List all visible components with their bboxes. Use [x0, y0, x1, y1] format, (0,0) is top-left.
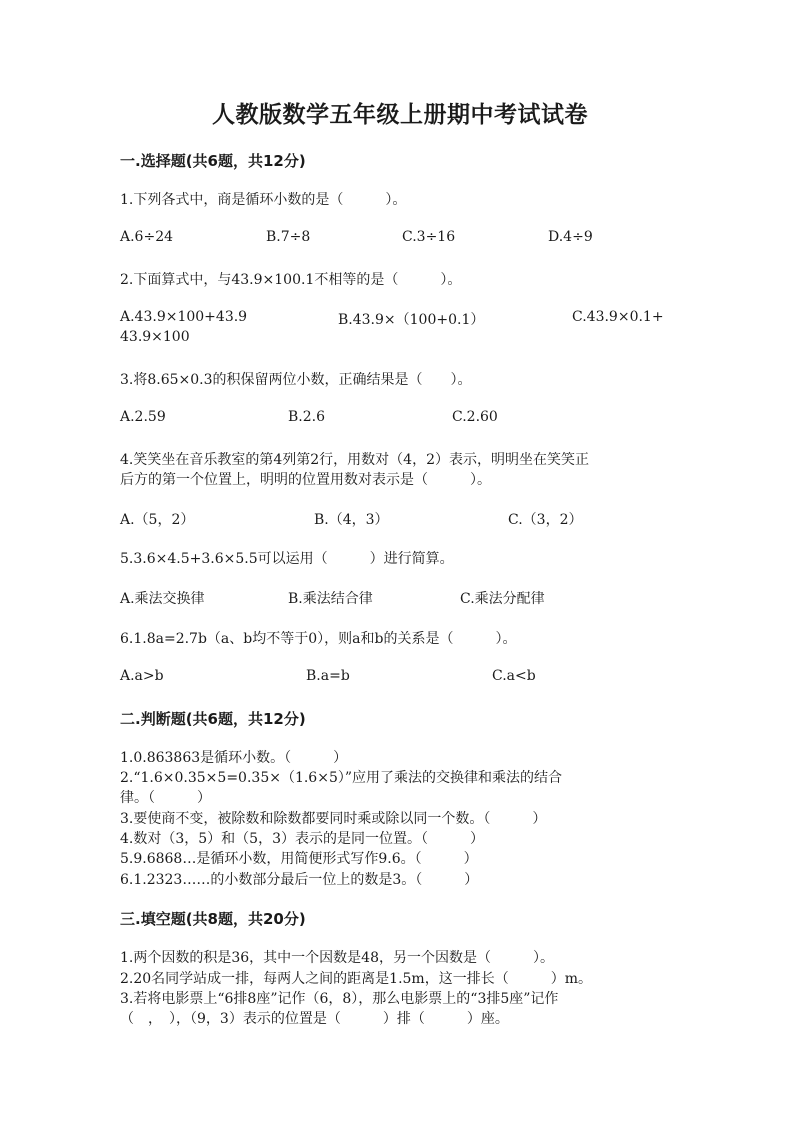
question-stem: 3.将8.65×0.3的积保留两位小数，正确结果是（ ）。 — [120, 372, 472, 388]
option-d: D.4÷9 — [548, 229, 593, 245]
option-c: C.2.60 — [452, 409, 498, 425]
fill-line: 3.若将电影票上“6排8座”记作（6，8），那么电影票上的“3排5座”记作 — [120, 991, 559, 1007]
option-b: B.2.6 — [288, 409, 326, 425]
judge-line: 2.“1.6×0.35×5=0.35×（1.6×5）”应用了乘法的交换律和乘法的结合 — [120, 770, 563, 786]
judge-line: 3.要使商不变，被除数和除数都要同时乘或除以同一个数。（ ） — [120, 811, 547, 827]
option-b: B.7÷8 — [266, 229, 311, 245]
judge-line: 6.1.2323……的小数部分最后一位上的数是3。（ ） — [120, 872, 479, 888]
page-title: 人教版数学五年级上册期中考试试卷 — [212, 102, 588, 128]
judge-line: 1.0.863863是循环小数。（ ） — [120, 750, 348, 766]
question-stem-line2: 后方的第一个位置上，明明的位置用数对表示是（ ）。 — [120, 472, 491, 488]
question-stem: 2.下面算式中，与43.9×100.1不相等的是（ ）。 — [120, 272, 462, 288]
option-a: A.2.59 — [120, 409, 166, 425]
option-c: C.3÷16 — [402, 229, 456, 245]
fill-line: 1.两个因数的积是36，其中一个因数是48，另一个因数是（ ）。 — [120, 950, 554, 966]
question-stem: 6.1.8a=2.7b（a、b均不等于0），则a和b的关系是（ ）。 — [120, 631, 517, 647]
option-a: A.43.9×100+43.9 — [120, 309, 248, 325]
judge-line: 4.数对（3，5）和（5，3）表示的是同一位置。（ ） — [120, 831, 484, 847]
judge-line: 律。（ ） — [120, 790, 211, 806]
option-b: B.乘法结合律 — [288, 591, 373, 607]
option-c: C.（3，2） — [508, 512, 583, 528]
fill-line: 2.20名同学站成一排，每两人之间的距离是1.5m，这一排长（ ）m。 — [120, 971, 592, 987]
question-stem: 5.3.6×4.5+3.6×5.5可以运用（ ）进行简算。 — [120, 551, 454, 567]
option-b: B.43.9×（100+0.1） — [338, 312, 485, 328]
judge-line: 5.9.6868…是循环小数，用简便形式写作9.6。（ ） — [120, 851, 478, 867]
option-a: A.乘法交换律 — [120, 591, 205, 607]
option-b: B.（4，3） — [314, 512, 389, 528]
fill-line: （ ， ），（9，3）表示的位置是（ ）排（ ）座。 — [120, 1011, 509, 1027]
option-c-continued: 43.9×100 — [120, 329, 190, 345]
option-b: B.a=b — [306, 668, 350, 684]
option-a: A.（5，2） — [120, 512, 195, 528]
question-stem: 1.下列各式中，商是循环小数的是（ ）。 — [120, 192, 407, 208]
option-c: C.乘法分配律 — [460, 591, 545, 607]
question-stem-line1: 4.笑笑坐在音乐教室的第4列第2行，用数对（4，2）表示，明明坐在笑笑正 — [120, 452, 589, 468]
section-heading-fill: 三.填空题(共8题，共20分) — [120, 910, 306, 928]
section-heading-choice: 一.选择题(共6题，共12分) — [120, 152, 306, 170]
option-c: C.a<b — [492, 668, 536, 684]
section-heading-judge: 二.判断题(共6题，共12分) — [120, 710, 306, 728]
option-a: A.a>b — [120, 668, 164, 684]
option-a: A.6÷24 — [120, 229, 174, 245]
option-c: C.43.9×0.1+ — [572, 309, 664, 325]
